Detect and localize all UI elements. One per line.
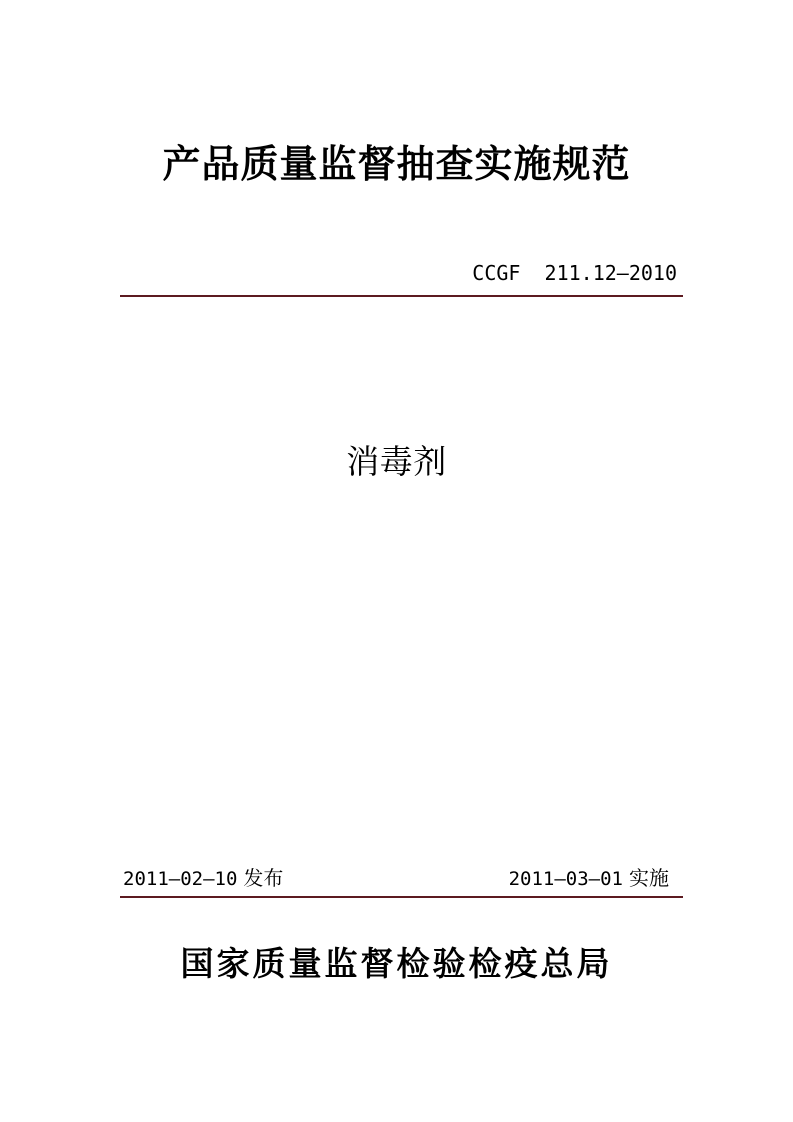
dates-row	[120, 868, 683, 891]
product-name: 消毒剂	[346, 443, 447, 480]
implement-date-item	[509, 868, 683, 891]
issuing-authority: 国家质量监督检验检疫总局	[180, 945, 613, 982]
implement-date-label: 实施	[629, 868, 669, 890]
header-rule-divider	[120, 295, 683, 297]
implement-date: 2011—03—01	[508, 868, 623, 890]
release-date-label: 发布	[243, 868, 284, 890]
release-date-item	[120, 868, 283, 891]
page-title: 产品质量监督抽查实施规范	[162, 144, 631, 186]
footer-rule-divider	[120, 896, 683, 898]
release-date: 2011—02—10	[123, 868, 238, 890]
standard-number: CCGF 211.12—2010	[472, 261, 677, 285]
